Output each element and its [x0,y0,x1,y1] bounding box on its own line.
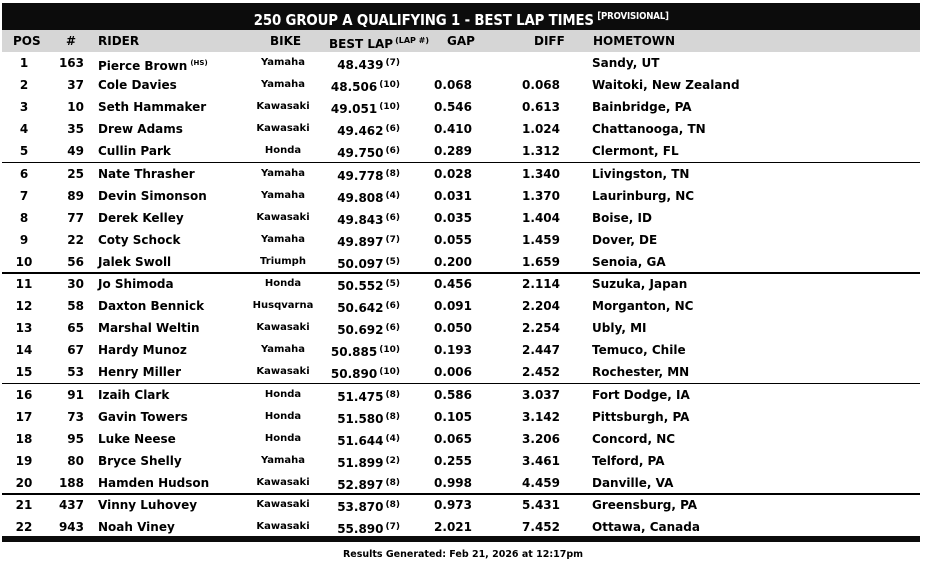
row-rider [98,251,171,273]
row-bike-number: 56 [67,254,84,269]
row-gap: 0.035 [434,210,472,225]
row-bike: Yamaha [260,167,306,179]
row-gap: 0.973 [434,498,472,513]
header-pos: POS [13,34,41,48]
table-row [2,251,920,273]
table-row [2,361,920,383]
row-bike: Honda [264,432,302,444]
row-hometown: Senoia, GA [592,254,666,269]
best-lap-number: (6) [385,146,400,156]
row-bike-number: 25 [67,166,84,181]
row-bike: Kawasaki [256,366,310,378]
row-hometown: Rochester, MN [592,365,690,380]
row-bike: Honda [264,145,302,156]
row-position: 2 [19,78,29,92]
row-gap: 0.065 [434,431,472,446]
row-diff: 3.461 [522,453,560,468]
best-lap-number: (8) [385,500,400,511]
row-gap: 0.031 [434,188,472,203]
row-gap: 0.105 [434,409,472,424]
best-lap-time: 49.808 [337,190,384,205]
row-bike: Yamaha [260,57,306,68]
row-gap: 0.193 [434,343,472,358]
row-hometown: Chattanooga, TN [592,122,706,136]
row-best-lap [320,74,400,98]
row-gap: 0.998 [434,475,472,490]
table-row [2,163,920,185]
row-diff: 5.431 [522,498,560,513]
best-lap-time: 50.885 [330,345,378,360]
row-hometown: Greensburg, PA [592,498,698,513]
table-row [2,406,920,428]
header-gap: GAP [447,34,475,48]
rider-name: Pierce Brown [98,59,188,73]
table-row [2,52,920,74]
table-row [2,317,920,339]
table-row [2,450,920,472]
row-position: 15 [15,365,33,380]
results-generated-text: Results Generated: Feb 21, 2026 at 12:17pm [342,549,584,560]
best-lap-number: (8) [385,477,400,488]
row-position: 19 [15,453,33,468]
best-lap-time: 50.097 [337,256,384,271]
row-rider [98,163,195,185]
table-row [2,295,920,317]
row-best-lap [320,273,400,297]
row-best-lap [320,295,400,319]
row-gap: 0.055 [434,232,472,247]
row-position: 14 [15,343,33,358]
row-position: 9 [19,232,29,247]
row-bike: Yamaha [260,189,306,201]
best-lap-time: 49.051 [330,102,378,116]
row-best-lap [320,140,400,164]
table-row [2,384,920,406]
row-bike-number: 188 [58,475,84,490]
row-diff: 2.447 [522,343,560,358]
row-bike-number: 53 [67,365,84,380]
row-bike-number: 89 [67,188,84,203]
row-hometown: Sandy, UT [592,56,660,70]
best-lap-number: (6) [385,212,400,223]
table-row [2,74,920,96]
row-diff: 2.204 [522,299,560,314]
best-lap-time: 55.890 [337,522,384,537]
table-row [2,118,920,140]
row-best-lap [320,52,400,76]
row-hometown: Concord, NC [592,431,676,446]
row-bike: Honda [264,278,302,290]
best-lap-number: (7) [385,234,400,245]
best-lap-number: (8) [385,168,400,179]
table-row [2,472,920,494]
best-lap-number: (7) [385,522,400,533]
row-gap: 0.289 [434,144,472,158]
row-bike: Husqvarna [252,300,314,312]
row-bike-number: 73 [67,409,84,424]
best-lap-number: (6) [385,124,400,134]
row-hometown: Pittsburgh, PA [592,409,690,424]
row-gap: 0.091 [434,299,472,314]
row-gap: 2.021 [434,520,472,535]
table-row [2,96,920,118]
row-gap: 0.586 [434,387,472,402]
row-diff: 0.068 [522,78,560,92]
rider-name: Drew Adams [98,122,183,136]
header-lap-number-label: (LAP #) [395,36,430,45]
best-lap-number: (4) [385,433,400,444]
row-gap: 0.410 [434,122,472,136]
row-gap: 0.006 [434,365,472,380]
row-rider [98,185,207,207]
rider-name: Cole Davies [98,78,177,92]
row-rider [98,229,180,251]
row-rider [98,450,182,472]
row-hometown: Laurinburg, NC [592,188,695,203]
row-position: 18 [15,431,33,446]
best-lap-time: 51.644 [337,433,384,448]
rider-name: Bryce Shelly [98,453,182,468]
row-bike-number: 77 [67,210,84,225]
row-bike-number: 95 [67,431,84,446]
rider-name: Henry Miller [98,365,181,380]
rider-name: Cullin Park [98,144,171,158]
row-position: 16 [15,387,33,402]
row-bike: Yamaha [260,233,306,245]
table-row [2,428,920,450]
header-best-lap-label: BEST LAP [329,37,394,51]
row-bike-number: 37 [67,78,84,92]
best-lap-number: (2) [385,455,400,466]
row-rider [98,339,187,361]
header-rider: RIDER [98,34,140,48]
rider-name: Gavin Towers [98,409,188,424]
best-lap-time: 50.642 [337,301,384,316]
rider-name: Derek Kelley [98,210,184,225]
row-rider [98,96,206,118]
row-position: 13 [15,321,33,336]
row-hometown: Clermont, FL [592,144,679,158]
rider-name: Luke Neese [98,431,176,446]
row-bike-number: 58 [67,299,84,314]
row-gap: 0.028 [434,166,472,181]
row-best-lap [320,207,400,231]
rider-name: Jo Shimoda [98,277,174,292]
best-lap-time: 50.692 [337,323,384,338]
best-lap-number: (7) [385,58,400,68]
row-gap: 0.546 [434,100,472,114]
row-best-lap [320,494,400,518]
row-best-lap [320,251,400,275]
best-lap-time: 50.552 [337,279,384,294]
row-rider [98,317,199,339]
row-gap: 0.068 [434,78,472,92]
row-bike: Honda [264,410,302,422]
row-rider [98,118,183,140]
row-best-lap [320,118,400,142]
row-hometown: Telford, PA [592,453,665,468]
row-bike-number: 35 [67,122,84,136]
best-lap-number: (6) [385,301,400,312]
rider-name: Devin Simonson [98,188,207,203]
row-bike-number: 943 [58,520,84,535]
row-hometown: Bainbridge, PA [592,100,692,114]
best-lap-time: 50.890 [330,367,378,382]
row-bike: Kawasaki [256,101,310,112]
row-best-lap [320,317,400,341]
row-bike: Kawasaki [256,123,310,134]
best-lap-number: (4) [385,190,400,201]
row-best-lap [320,185,400,209]
row-rider [98,140,171,162]
row-position: 4 [19,122,29,136]
row-diff: 2.114 [522,277,560,292]
table-row [2,273,920,295]
title-text: 250 GROUP A QUALIFYING 1 - BEST LAP TIMES [253,11,594,29]
table-row [2,229,920,251]
row-hometown: Boise, ID [592,210,652,225]
best-lap-time: 49.897 [337,234,384,249]
row-hometown: Ubly, MI [592,321,647,336]
row-rider [98,472,209,494]
row-diff: 1.340 [522,166,560,181]
row-position: 17 [15,409,33,424]
best-lap-time: 51.475 [337,389,384,404]
best-lap-time: 51.899 [337,455,384,470]
rider-name: Coty Schock [98,232,181,247]
table-row [2,207,920,229]
row-best-lap [320,229,400,253]
row-rider [98,273,174,295]
row-position: 7 [19,188,29,203]
row-diff: 3.037 [522,387,560,402]
row-best-lap [320,361,400,385]
row-bike-number: 80 [67,453,84,468]
row-bike-number: 65 [67,321,84,336]
best-lap-time: 53.870 [337,500,384,515]
row-bike: Yamaha [260,344,306,356]
row-bike: Kawasaki [256,322,310,334]
row-bike-number: 437 [58,498,84,513]
results-title-bar [2,3,920,30]
row-gap: 0.255 [434,453,472,468]
row-best-lap [320,428,400,452]
row-best-lap [320,163,400,187]
row-gap: 0.050 [434,321,472,336]
row-position: 11 [15,277,33,292]
row-diff: 3.206 [522,431,560,446]
row-rider [98,384,169,406]
row-position: 6 [19,166,29,181]
row-position: 5 [19,144,29,158]
row-position: 1 [19,56,29,70]
best-lap-time: 52.897 [337,477,384,492]
best-lap-number: (10) [379,102,400,112]
best-lap-number: (10) [379,367,400,378]
row-position: 10 [15,254,33,269]
best-lap-number: (10) [379,80,400,90]
row-diff: 1.459 [522,232,560,247]
header-diff: DIFF [534,34,565,48]
best-lap-number: (8) [385,411,400,422]
row-gap: 0.200 [434,254,472,269]
row-hometown: Waitoki, New Zealand [592,78,740,92]
row-diff: 0.613 [522,100,560,114]
row-bike-number: 163 [58,56,84,70]
row-rider [98,295,204,317]
row-diff: 1.370 [522,188,560,203]
row-diff: 3.142 [522,409,560,424]
row-bike: Yamaha [260,454,306,466]
rider-name: Vinny Luhovey [98,498,198,513]
best-lap-number: (10) [379,345,400,356]
table-row [2,185,920,207]
row-best-lap [320,450,400,474]
row-position: 20 [15,475,33,490]
row-best-lap [320,406,400,430]
row-diff: 1.659 [522,254,560,269]
row-hometown: Danville, VA [592,475,674,490]
row-bike-number: 67 [67,343,84,358]
best-lap-number: (5) [385,256,400,267]
row-bike: Kawasaki [256,476,310,488]
row-bike: Kawasaki [256,211,310,223]
provisional-tag: [PROVISIONAL] [596,11,669,22]
row-best-lap [320,384,400,408]
best-lap-number: (5) [385,279,400,290]
table-header [2,30,920,52]
row-hometown: Fort Dodge, IA [592,387,690,402]
row-diff: 1.404 [522,210,560,225]
row-rider [98,494,197,516]
row-hometown: Morganton, NC [592,299,694,314]
header-hometown: HOMETOWN [593,34,676,48]
rider-tag: (HS) [190,59,208,67]
row-bike-number: 10 [67,100,84,114]
row-best-lap [320,472,400,496]
best-lap-time: 48.506 [330,80,378,94]
rider-name: Hardy Munoz [98,343,187,358]
row-rider [98,207,184,229]
row-position: 22 [15,520,33,535]
table-row [2,140,920,162]
row-rider [98,361,181,383]
row-best-lap [320,339,400,363]
rider-name: Izaih Clark [98,387,170,402]
row-bike-number: 91 [67,387,84,402]
row-hometown: Temuco, Chile [592,343,686,358]
row-bike-number: 30 [67,277,84,292]
rider-name: Seth Hammaker [98,100,207,114]
row-hometown: Dover, DE [592,232,658,247]
row-bike: Yamaha [260,79,306,90]
rider-name: Noah Viney [98,520,175,535]
table-row [2,494,920,516]
best-lap-number: (6) [385,323,400,334]
row-best-lap [320,96,400,120]
row-position: 12 [15,299,33,314]
row-hometown: Suzuka, Japan [592,277,688,292]
row-diff: 4.459 [522,475,560,490]
row-gap: 0.456 [434,277,472,292]
rider-name: Marshal Weltin [98,321,200,336]
best-lap-time: 49.462 [337,124,384,138]
row-bike: Honda [264,388,302,400]
rider-name: Jalek Swoll [98,254,172,269]
row-hometown: Livingston, TN [592,166,690,181]
row-hometown: Ottawa, Canada [592,520,700,535]
row-diff: 1.024 [522,122,560,136]
row-rider [98,428,176,450]
row-rider [98,74,177,96]
row-diff: 2.452 [522,365,560,380]
best-lap-number: (8) [385,389,400,400]
rider-name: Hamden Hudson [98,475,210,490]
table-row [2,339,920,361]
header-number: # [66,34,77,48]
footer-bar [2,536,920,542]
row-diff: 2.254 [522,321,560,336]
rider-name: Nate Thrasher [98,166,195,181]
row-bike: Kawasaki [256,521,310,533]
best-lap-time: 49.843 [337,212,384,227]
header-bike: BIKE [270,34,302,48]
row-bike-number: 22 [67,232,84,247]
row-bike: Kawasaki [256,499,310,511]
row-position: 21 [15,498,33,513]
row-position: 3 [19,100,29,114]
row-diff: 1.312 [522,144,560,158]
best-lap-time: 51.580 [337,411,384,426]
row-diff: 7.452 [522,520,560,535]
best-lap-time: 48.439 [337,58,384,72]
best-lap-time: 49.778 [337,168,384,183]
row-bike-number: 49 [67,144,84,158]
row-rider [98,406,188,428]
row-position: 8 [19,210,29,225]
rider-name: Daxton Bennick [98,299,205,314]
best-lap-time: 49.750 [337,146,384,160]
row-bike: Triumph [260,255,306,267]
